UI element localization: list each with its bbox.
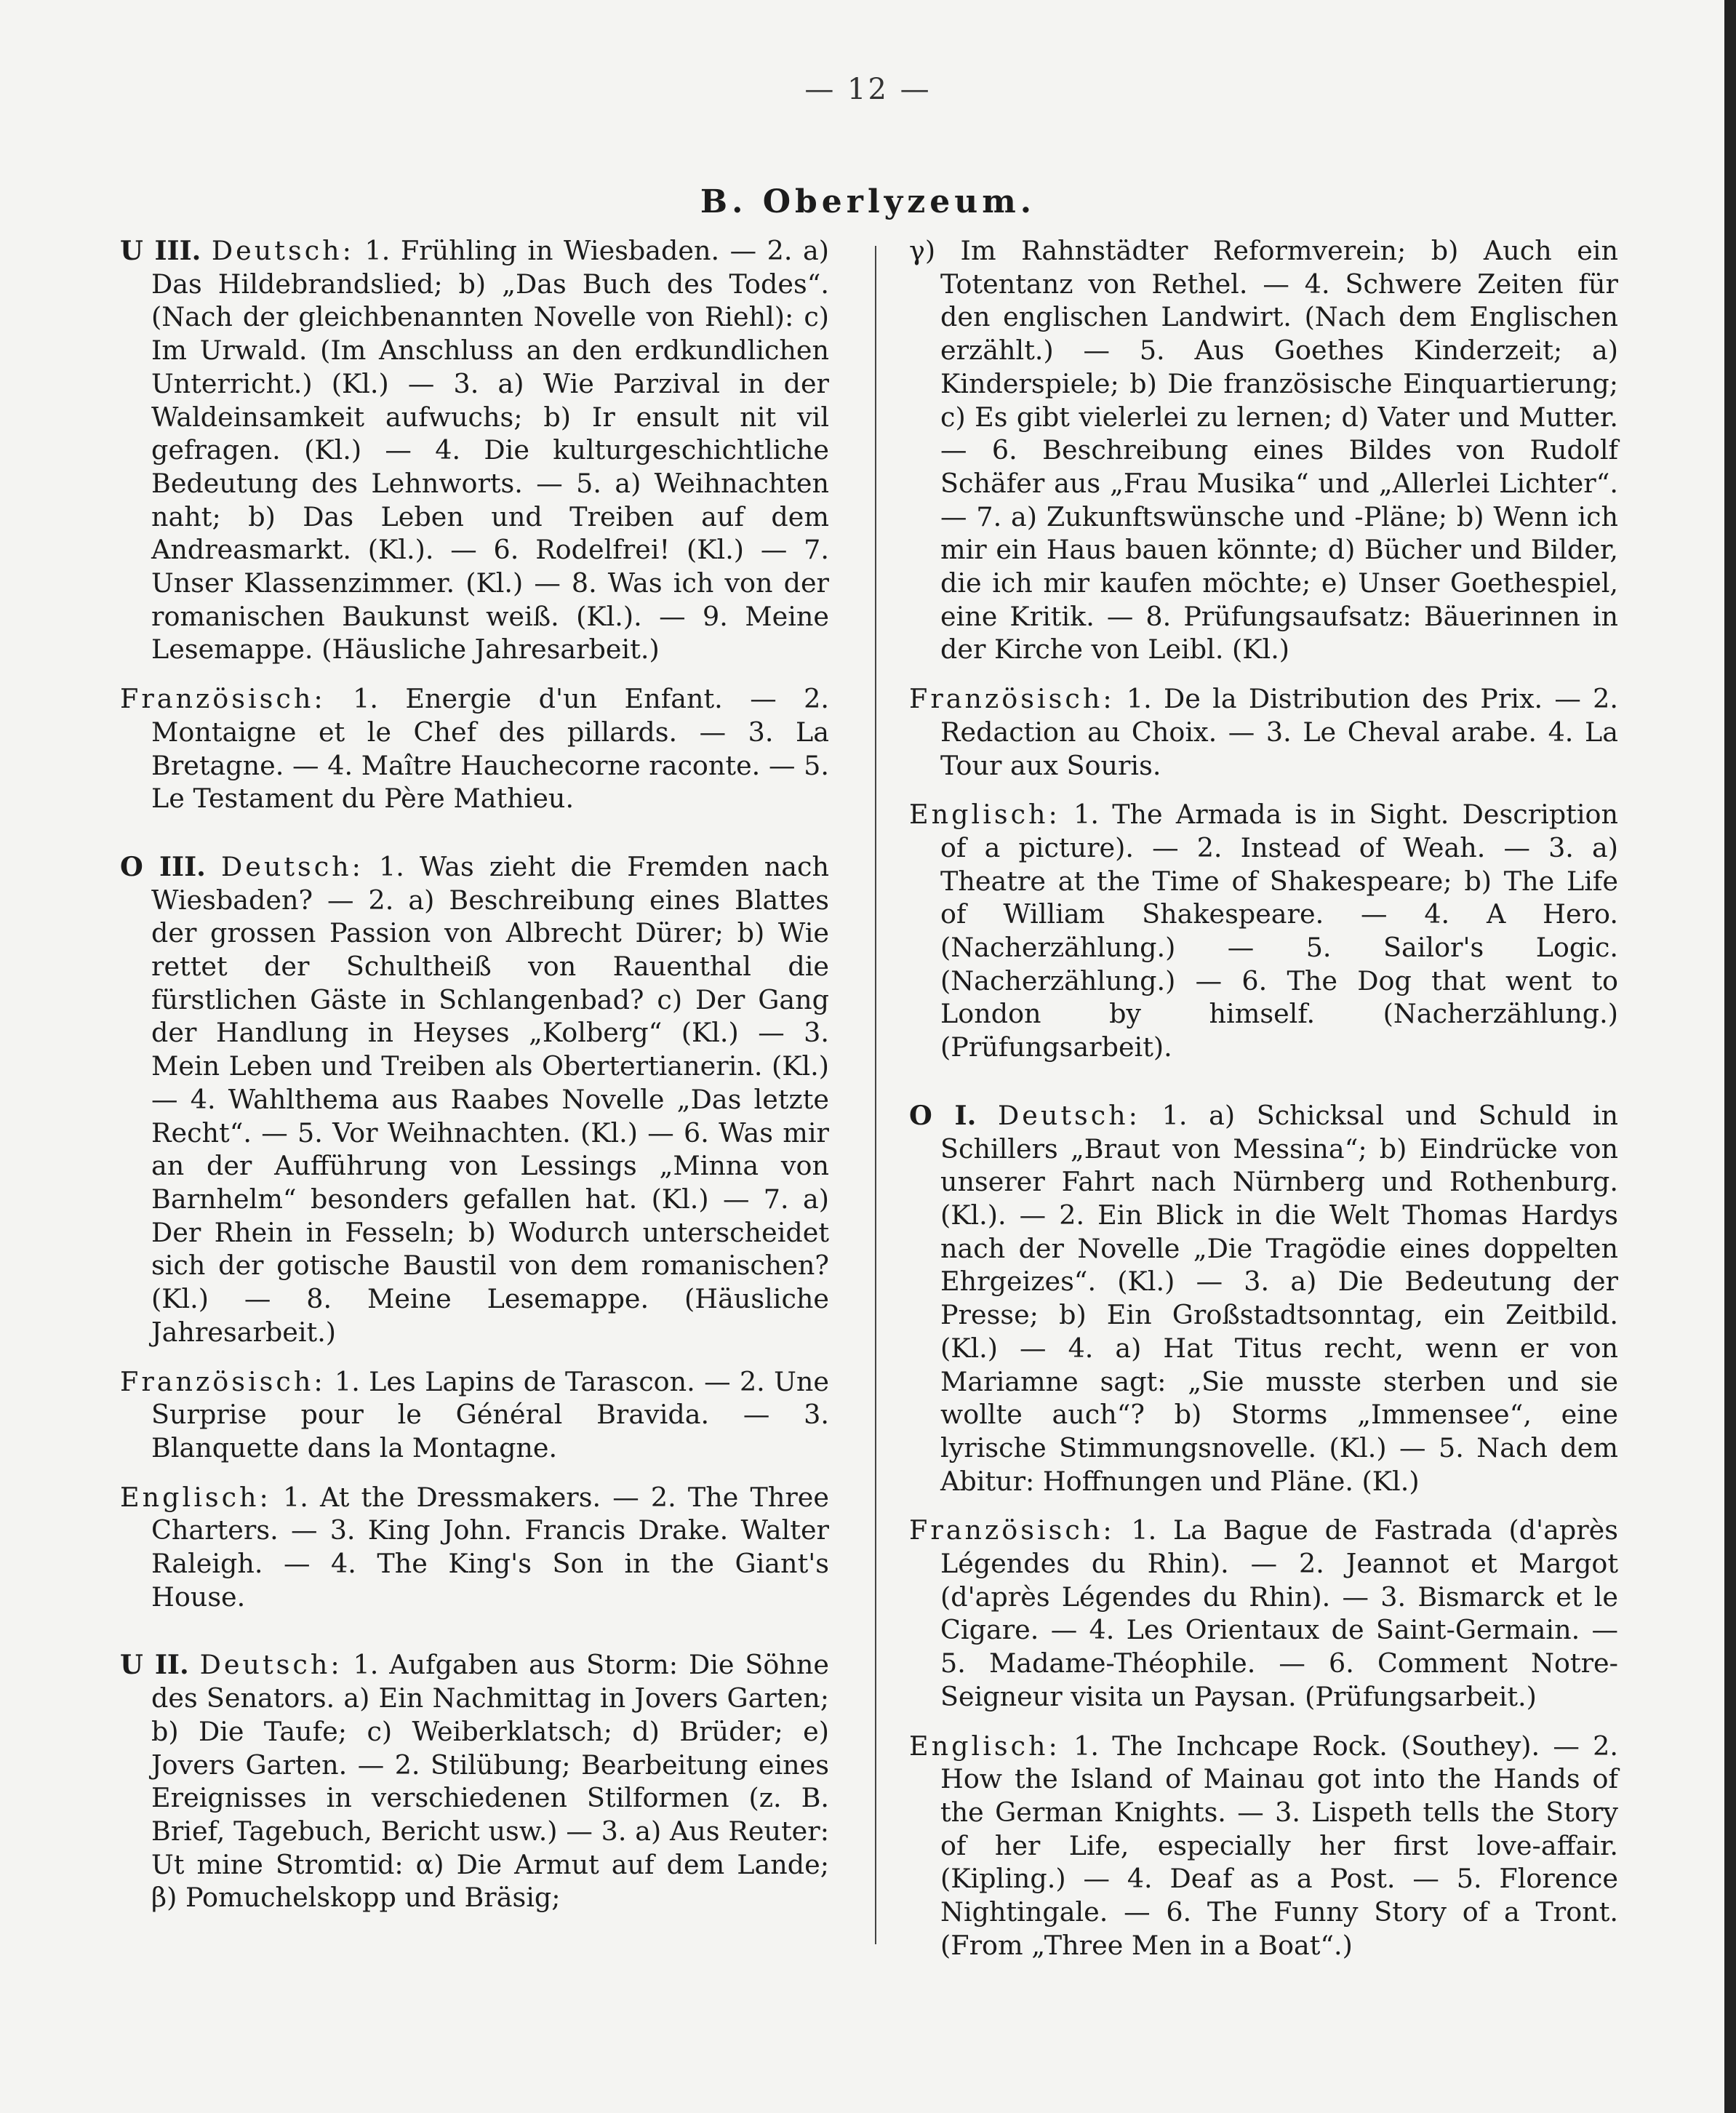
assignment-text: 1. At the Dressmakers. — 2. The Three Charters. — 3. King John. Francis Drake. Walter Raleigh. — 4. The King's Son in the Giant's House. [151, 1481, 829, 1613]
assignment-text: 1. Energie d'un Enfant. — 2. Montaigne et le Chef des pillards. — 3. La Bretagne. — 4. Maître Hauchecorne raconte. — 5. Le Testament du Père Mathieu. [151, 683, 829, 815]
class-label: O I. [909, 1099, 977, 1131]
assignment-paragraph [909, 1514, 1618, 1713]
assignment-text: 1. Frühling in Wiesbaden. — 2. a) Das Hildebrandslied; b) „Das Buch des Todes“. (Nach der gleichbenannten Novelle von Riehl): c) Im Urwald. (Im Anschluss an den erdkundlichen Unterricht.) (Kl.) — 3. a) Wie Parzival in der Waldeinsamkeit aufwuchs; b) Ir ensult nit vil gefragen. (Kl.) — 4. Die kulturgeschichtliche Bedeutung des Lehnworts. — 5. a) Weihnachten naht; b) Das Leben und Treiben auf dem Andreasmarkt. (Kl.). — 6. Rodelfrei! (Kl.) — 7. Unser Klassenzimmer. (Kl.) — 8. Was ich von der romanischen Baukunst weiß. (Kl.). — 9. Meine Lesemappe. (Häusliche Jahresarbeit.) [151, 235, 830, 666]
assignment-text: 1. The Inchcape Rock. (Southey). — 2. How the Island of Mainau got into the Hands of the German Knights. — 3. Lispeth tells the Story of her Life, especially her first love-affair. (Kipling.) — 4. Deaf as a Post. — 5. Florence Nightingale. — 6. The Funny Story of a Tront. (From „Three Men in a Boat“.) [940, 1730, 1618, 1961]
class-label: U II. [120, 1649, 189, 1681]
assignment-paragraph [909, 1730, 1618, 1962]
subject-label: Englisch: [909, 799, 1060, 831]
assignment-paragraph [120, 682, 829, 815]
assignment-text: 1. Was zieht die Fremden nach Wiesbaden? — 2. a) Beschreibung eines Blattes der grossen Passion von Albrecht Dürer; b) Wie rettet der Schultheiß von Rauenthal die fürstlichen Gäste in Schlangenbad? c) Der Gang der Handlung in Heyses „Kolberg“ (Kl.) — 3. Mein Leben und Treiben als Obertertianerin. (Kl.) — 4. Wahlthema aus Raabes Novelle „Das letzte Recht“. — 5. Vor Weihnachten. (Kl.) — 6. Was mir an der Aufführung von Lessings „Minna von Barnhelm“ besonders gefallen hat. (Kl.) — 7. a) Der Rhein in Fesseln; b) Wodurch unterscheidet sich der gotische Baustil von dem romanischen? (Kl.) — 8. Meine Lesemappe. (Häusliche Jahresarbeit.) [151, 850, 829, 1348]
subject-label: Französisch: [909, 1514, 1115, 1546]
subject-label: Deutsch: [220, 850, 364, 882]
assignment-paragraph [120, 1365, 829, 1465]
left-column [120, 234, 829, 1914]
assignment-paragraph [909, 682, 1618, 782]
assignment-text: 1. Aufgaben aus Storm: Die Söhne des Senators. a) Ein Nachmittag in Jovers Garten; b) Die Taufe; c) Weiberklatsch; d) Brüder; e) Jovers Garten. — 2. Stilübung; Bearbeitung eines Ereignisses in verschiedenen Stilformen (z. B. Brief, Tagebuch, Bericht usw.) — 3. a) Aus Reuter: Ut mine Stromtid: α) Die Armut auf dem Lande; β) Pomuchelskopp und Bräsig; [151, 1649, 829, 1914]
assignment-paragraph [909, 798, 1618, 1064]
assignment-paragraph [120, 1481, 829, 1614]
subject-label: Französisch: [120, 683, 326, 715]
assignment-paragraph [120, 1648, 829, 1914]
assignment-text: 1. The Armada is in Sight. Description of a picture). — 2. Instead of Weah. — 3. a) Theatre at the Time of Shakespeare; b) The Life of William Shakespeare. — 4. A Hero. (Nacherzählung.) — 5. Sailor's Logic. (Nacherzählung.) — 6. The Dog that went to London by himself. (Nacherzählung.) (Prüfungsarbeit). [940, 799, 1618, 1063]
subject-label: Deutsch: [211, 235, 354, 266]
assignment-text: 1. La Bague de Fastrada (d'après Légendes du Rhin). — 2. Jeannot et Margot (d'après Légendes du Rhin). — 3. Bismarck et le Cigare. — 4. Les Orientaux de Saint-Germain. — 5. Madame-Théophile. — 6. Comment Notre-Seigneur visita un Paysan. (Prüfungsarbeit.) [940, 1514, 1619, 1712]
assignment-text: 1. De la Distribution des Prix. — 2. Redaction au Choix. — 3. Le Cheval arabe. 4. La Tour aux Souris. [940, 683, 1618, 781]
subject-label: Englisch: [120, 1481, 271, 1513]
class-label: U III. [120, 235, 201, 266]
assignment-text: 1. Les Lapins de Tarascon. — 2. Une Surprise pour le Général Bravida. — 3. Blanquette dans la Montagne. [151, 1365, 829, 1463]
assignment-paragraph [120, 234, 829, 666]
subject-label: Deutsch: [997, 1099, 1140, 1131]
right-column [909, 234, 1618, 1962]
subject-label: Französisch: [909, 683, 1115, 715]
assignment-paragraph [120, 850, 829, 1349]
assignment-paragraph [909, 1099, 1618, 1498]
assignment-text: 1. a) Schicksal und Schuld in Schillers „Braut von Messina“; b) Eindrücke von unserer Fahrt nach Nürnberg und Rothenburg. (Kl.). — 2. Ein Blick in die Welt Thomas Hardys nach der Novelle „Die Tragödie eines doppelten Ehrgeizes“. (Kl.) — 3. a) Die Bedeutung der Presse; b) Ein Großstadtsonntag, ein Zeitbild. (Kl.) — 4. a) Hat Titus recht, wenn er von Mariamne sagt: „Sie musste sterben und sie wollte auch“? b) Storms „Immensee“, eine lyrische Stimmungsnovelle. (Kl.) — 5. Nach dem Abitur: Hoffnungen und Pläne. (Kl.) [940, 1099, 1618, 1497]
subject-label: Englisch: [909, 1730, 1060, 1762]
page-number: — 12 — [804, 73, 932, 106]
column-divider [875, 246, 876, 1944]
assignment-text: γ) Im Rahnstädter Reformverein; b) Auch ein Totentanz von Rethel. — 4. Schwere Zeiten für den englischen Landwirt. (Nach dem Englischen erzählt.) — 5. Aus Goethes Kinderzeit; a) Kinderspiele; b) Die französische Einquartierung; c) Es gibt vielerlei zu lernen; d) Vater und Mutter. — 6. Beschreibung eines Bildes von Rudolf Schäfer aus „Frau Musika“ und „Allerlei Lichter“. — 7. a) Zukunftswünsche und -Pläne; b) Wenn ich mir ein Haus bauen könnte; d) Bücher und Bilder, die ich mir kaufen möchte; e) Unser Goethespiel, eine Kritik. — 8. Prüfungsaufsatz: Bäuerinnen in der Kirche von Leibl. (Kl.) [909, 235, 1618, 666]
subject-label: Deutsch: [199, 1649, 343, 1681]
section-heading: B. Oberlyzeum. [700, 183, 1036, 220]
subject-label: Französisch: [120, 1365, 326, 1397]
page-edge [1724, 0, 1736, 2113]
class-label: O III. [120, 850, 206, 882]
assignment-paragraph [909, 234, 1618, 666]
